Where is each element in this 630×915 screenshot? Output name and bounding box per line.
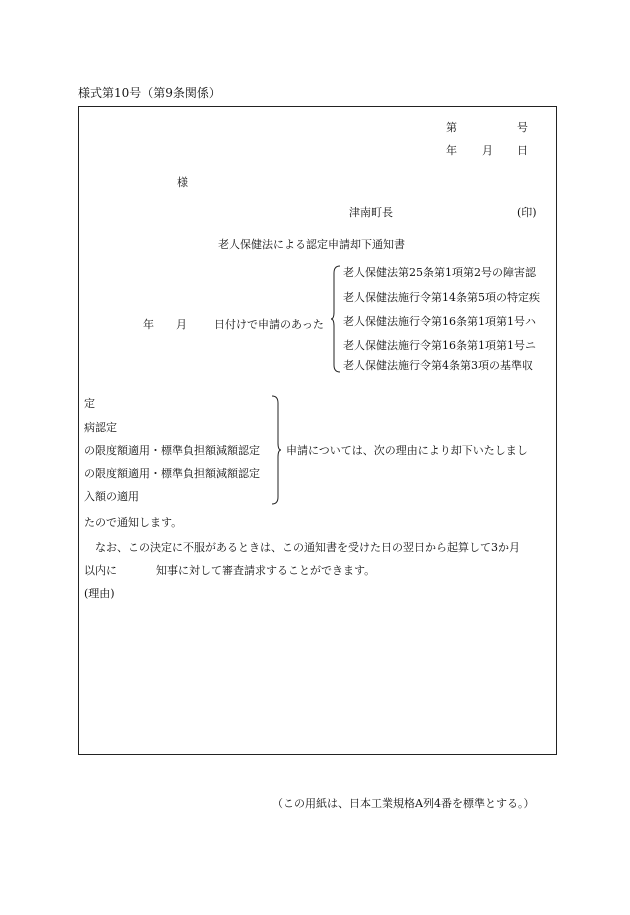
doc-number-prefix: 第 (446, 121, 457, 134)
notice-frame (78, 106, 557, 755)
rejection-statement: 申請については、次の理由により却下いたしまし (286, 444, 528, 457)
option-line-2: 老人保健法施行令第14条第5項の特定疾 (343, 291, 540, 304)
option-cont-2: 病認定 (84, 421, 117, 434)
date-month-label: 月 (482, 144, 493, 157)
option-cont-1: 定 (84, 397, 95, 410)
issuer-name: 津南町長 (349, 206, 393, 219)
notice-title: 老人保健法による認定申請却下通知書 (218, 238, 405, 251)
appeal-line-1: なお、この決定に不服があるときは、この通知書を受けた日の翌日から起算して3か月 (95, 541, 520, 554)
notice-sentence: たので通知します。 (84, 516, 183, 529)
application-date-text: 日付けで申請のあった (214, 318, 324, 331)
reason-label: (理由) (84, 587, 115, 600)
option-line-5: 老人保健法施行令第4条第3項の基準収 (343, 359, 533, 372)
appeal-line-2a: 以内に (84, 564, 117, 577)
doc-number-suffix: 号 (517, 121, 528, 134)
option-cont-5: 入額の適用 (84, 490, 139, 503)
form-number-label: 様式第10号（第9条関係） (78, 86, 221, 100)
options-open-brace (331, 265, 341, 373)
option-cont-4: の限度額適用・標準負担額減額認定 (84, 467, 260, 480)
option-line-4: 老人保健法施行令第16条第1項第1号ニ (343, 339, 536, 352)
seal-mark: (印) (517, 206, 537, 219)
footer-paper-note: （この用紙は、日本工業規格A列4番を標準とする。） (272, 797, 535, 810)
option-line-3: 老人保健法施行令第16条第1項第1号ハ (343, 315, 536, 328)
date-day-label: 日 (517, 144, 528, 157)
application-month-label: 月 (176, 318, 187, 331)
date-year-label: 年 (446, 144, 457, 157)
option-cont-3: の限度額適用・標準負担額減額認定 (84, 444, 260, 457)
option-line-1: 老人保健法第25条第1項第2号の障害認 (343, 266, 536, 279)
application-year-label: 年 (143, 318, 154, 331)
addressee-suffix: 様 (177, 176, 188, 189)
options-close-brace (271, 395, 281, 505)
appeal-line-2b: 知事に対して審査請求することができます。 (156, 564, 376, 577)
